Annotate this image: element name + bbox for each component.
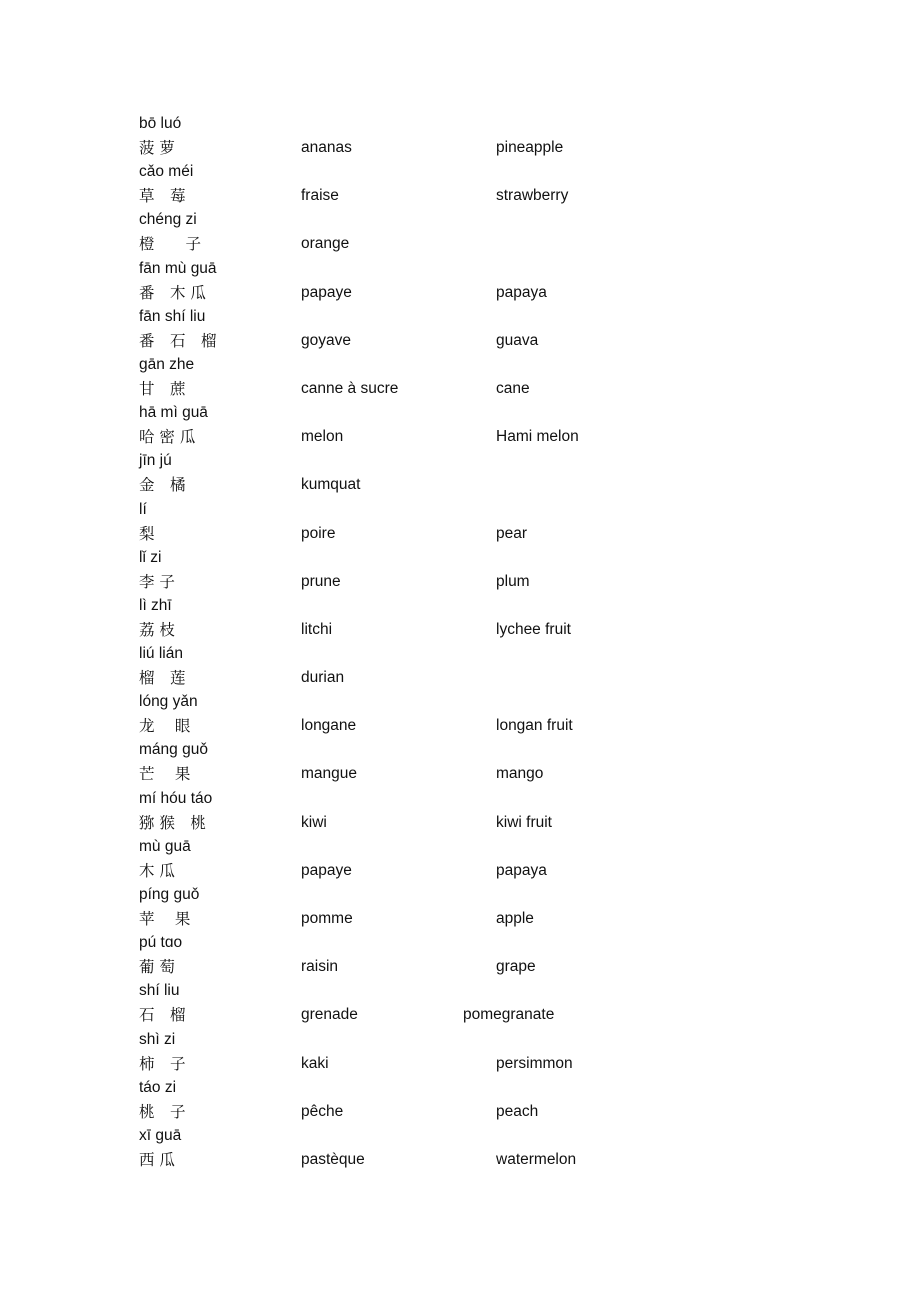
chinese-characters: 草 莓 xyxy=(139,187,186,206)
pinyin-text: lì zhī xyxy=(139,596,172,614)
english-translation: Hami melon xyxy=(496,428,579,446)
vocab-entry xyxy=(139,208,759,256)
french-translation: pastèque xyxy=(301,1150,365,1168)
chinese-characters: 番 木 瓜 xyxy=(139,283,206,302)
pinyin-text: jīn jú xyxy=(139,452,172,470)
pinyin-text: pú tɑo xyxy=(139,934,183,952)
vocab-entry xyxy=(139,883,759,931)
english-translation: kiwi fruit xyxy=(496,813,552,831)
chinese-characters: 猕 猴 桃 xyxy=(139,813,206,832)
chinese-characters: 芒 果 xyxy=(139,765,191,784)
french-translation: orange xyxy=(301,235,350,253)
english-translation: strawberry xyxy=(496,187,569,205)
english-translation: pomegranate xyxy=(463,1006,555,1024)
english-translation: persimmon xyxy=(496,1054,573,1072)
french-translation: ananas xyxy=(301,139,352,156)
fruit-vocabulary-list xyxy=(139,112,759,1172)
pinyin-text: liú lián xyxy=(139,645,183,663)
french-translation: canne à sucre xyxy=(301,379,399,397)
chinese-characters: 葡 萄 xyxy=(139,958,175,977)
pinyin-text: hā mì ɡuā xyxy=(139,404,208,422)
chinese-characters: 苹 果 xyxy=(139,910,191,928)
pinyin-text: shí liu xyxy=(139,982,180,1000)
vocab-entry xyxy=(139,835,759,883)
french-translation: durian xyxy=(301,669,345,687)
french-translation: mangue xyxy=(301,765,358,783)
english-translation: mango xyxy=(496,765,544,783)
french-translation: raisin xyxy=(301,958,339,976)
pinyin-text: fān mù ɡuā xyxy=(139,259,217,277)
chinese-characters: 西 瓜 xyxy=(139,1150,175,1169)
vocab-entry xyxy=(139,931,759,979)
vocab-entry xyxy=(139,979,759,1027)
english-translation: watermelon xyxy=(496,1150,577,1168)
french-translation: grenade xyxy=(301,1006,358,1024)
french-translation: prune xyxy=(301,572,341,590)
english-translation: guava xyxy=(496,331,539,349)
french-translation: pomme xyxy=(301,910,353,927)
chinese-characters: 榴 莲 xyxy=(139,669,186,688)
chinese-characters: 金 橘 xyxy=(139,476,186,495)
french-translation: pêche xyxy=(301,1102,344,1120)
chinese-characters: 橙 子 xyxy=(139,235,202,254)
vocab-entry xyxy=(139,642,759,690)
vocab-entry xyxy=(139,546,759,594)
chinese-characters: 柿 子 xyxy=(139,1054,186,1073)
pinyin-text: chénɡ zi xyxy=(139,211,197,229)
pinyin-text: lónɡ yǎn xyxy=(139,693,198,711)
vocab-entry xyxy=(139,257,759,305)
chinese-characters: 番 石 榴 xyxy=(139,331,217,350)
english-translation: pineapple xyxy=(496,139,564,156)
french-translation: kaki xyxy=(301,1054,329,1072)
pinyin-text: lí xyxy=(139,500,147,518)
french-translation: kiwi xyxy=(301,813,327,831)
vocab-entry xyxy=(139,112,759,160)
vocab-entry xyxy=(139,787,759,835)
french-translation: papaye xyxy=(301,283,352,301)
french-translation: melon xyxy=(301,428,344,446)
vocab-entry xyxy=(139,305,759,353)
chinese-characters: 石 榴 xyxy=(139,1006,186,1025)
chinese-characters: 龙 眼 xyxy=(139,717,191,736)
french-translation: litchi xyxy=(301,620,333,638)
vocab-entry xyxy=(139,594,759,642)
vocab-entry xyxy=(139,690,759,738)
english-translation: papaya xyxy=(496,861,547,879)
french-translation: papaye xyxy=(301,861,352,879)
chinese-characters: 李 子 xyxy=(139,572,175,591)
french-translation: kumquat xyxy=(301,476,361,494)
pinyin-text: fān shí liu xyxy=(139,307,206,325)
pinyin-text: mí hóu táo xyxy=(139,789,213,807)
vocab-entry xyxy=(139,738,759,786)
chinese-characters: 桃 子 xyxy=(139,1102,186,1121)
english-translation: cane xyxy=(496,379,530,397)
pinyin-text: pínɡ ɡuǒ xyxy=(139,886,200,903)
vocab-entry xyxy=(139,401,759,449)
english-translation: plum xyxy=(496,572,530,590)
pinyin-text: cǎo méi xyxy=(139,163,194,181)
chinese-characters: 菠 萝 xyxy=(139,139,175,157)
vocab-entry xyxy=(139,353,759,401)
vocab-entry xyxy=(139,498,759,546)
chinese-characters: 哈 密 瓜 xyxy=(139,428,196,447)
french-translation: longane xyxy=(301,717,357,735)
pinyin-text: xī ɡuā xyxy=(139,1126,182,1144)
pinyin-text: lǐ zi xyxy=(139,548,162,566)
pinyin-text: mánɡ ɡuǒ xyxy=(139,741,208,759)
vocab-entry xyxy=(139,1124,759,1172)
vocab-entry xyxy=(139,1028,759,1076)
vocab-entry xyxy=(139,449,759,497)
chinese-characters: 甘 蔗 xyxy=(139,379,186,398)
english-translation: apple xyxy=(496,910,534,927)
english-translation: papaya xyxy=(496,283,547,301)
vocab-entry xyxy=(139,160,759,208)
vocab-entry xyxy=(139,1076,759,1124)
chinese-characters: 木 瓜 xyxy=(139,861,175,880)
pinyin-text: bō luó xyxy=(139,115,182,132)
french-translation: fraise xyxy=(301,187,339,205)
english-translation: pear xyxy=(496,524,528,542)
chinese-characters: 梨 xyxy=(139,524,155,543)
chinese-characters: 荔 枝 xyxy=(139,620,175,639)
french-translation: poire xyxy=(301,524,336,542)
pinyin-text: shì zi xyxy=(139,1030,176,1048)
english-translation: peach xyxy=(496,1102,539,1120)
english-translation: longan fruit xyxy=(496,717,573,735)
pinyin-text: ɡān zhe xyxy=(139,355,195,373)
pinyin-text: mù ɡuā xyxy=(139,837,191,855)
french-translation: goyave xyxy=(301,331,351,349)
english-translation: grape xyxy=(496,958,536,976)
pinyin-text: táo zi xyxy=(139,1078,177,1096)
english-translation: lychee fruit xyxy=(496,620,571,638)
